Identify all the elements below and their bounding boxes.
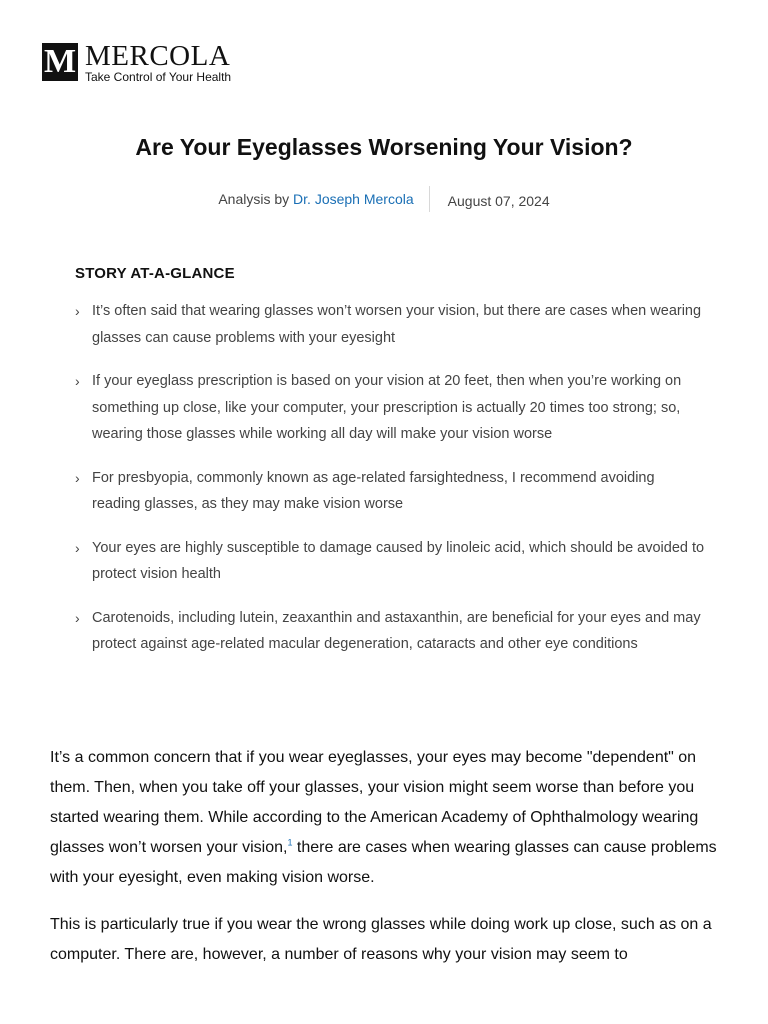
chevron-right-icon: ›	[75, 539, 80, 556]
article-byline	[0, 186, 768, 212]
glance-item-text: If your eyeglass prescription is based on your vision at 20 feet, then when you’re working on something up close, like your computer, your prescription is actually 20 times too strong; so, wearing those glasses while working all day will make your vision worse	[92, 373, 682, 442]
glance-item	[75, 298, 705, 351]
glance-item	[75, 368, 705, 448]
body-paragraph-2: This is particularly true if you wear the wrong glasses while doing work up close, such as on a computer. There are, however, a number of reasons why your vision may seem to	[50, 916, 712, 963]
glance-item	[75, 465, 705, 518]
chevron-right-icon: ›	[75, 373, 80, 389]
chevron-right-icon: ›	[75, 303, 80, 319]
mercola-logo[interactable]	[42, 40, 232, 84]
byline-author-group	[218, 191, 428, 207]
story-at-a-glance	[75, 265, 705, 675]
byline-prefix: Analysis by	[218, 191, 290, 207]
glance-item-text: It’s often said that wearing glasses won’t worsen your vision, but there are cases when wearing glasses can cause problems with your eyesight	[92, 303, 702, 346]
article-body	[50, 743, 725, 987]
chevron-right-icon: ›	[75, 469, 80, 486]
glance-list	[75, 298, 705, 658]
glance-item	[75, 535, 705, 588]
footnote-link[interactable]: 1	[287, 837, 293, 848]
glance-item-text: Your eyes are highly susceptible to damage caused by linoleic acid, which should be avoided to protect vision health	[92, 539, 705, 582]
logo-name: MERCOLA	[85, 40, 231, 72]
body-paragraph-1-start: It’s a common concern that if you wear eyeglasses, your eyes may become "dependent" on them. Then, when you take off your glasses, your vision might seem worse than before you started wearing them. While according to the American Academy of Ophthalmology wearing glasses won’t worsen your vision,	[50, 749, 699, 856]
logo-mark: M	[43, 43, 77, 80]
article-title: Are Your Eyeglasses Worsening Your Vision?	[135, 134, 633, 160]
logo-tagline: Take Control of Your Health	[85, 70, 232, 84]
author-link[interactable]: Dr. Joseph Mercola	[293, 191, 414, 207]
chevron-right-icon: ›	[75, 609, 80, 626]
glance-item-text: For presbyopia, commonly known as age-related farsightedness, I recommend avoiding reading glasses, as they may make vision worse	[92, 469, 655, 512]
body-paragraph-1	[50, 743, 725, 893]
article-date: August 07, 2024	[447, 192, 550, 209]
glance-item	[75, 605, 705, 658]
glance-heading: STORY AT-A-GLANCE	[75, 265, 235, 282]
glance-item-text: Carotenoids, including lutein, zeaxanthin and astaxanthin, are beneficial for your eyes and may protect against age-related macular degeneration, cataracts and other eye conditions	[92, 609, 701, 652]
body-paragraph-1-end: there are cases when wearing glasses can cause problems with your eyesight, even making vision worse.	[50, 839, 717, 886]
logo-text	[85, 40, 232, 84]
